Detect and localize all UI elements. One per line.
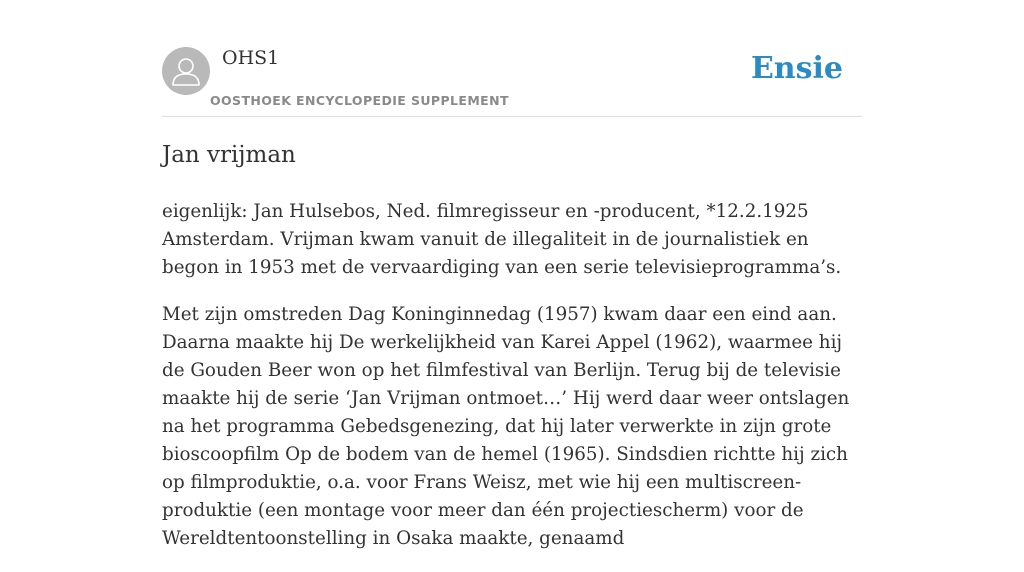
article-title: Jan vrijman: [162, 142, 296, 168]
article-header: [162, 0, 862, 117]
brand-logo[interactable]: Ensie: [750, 51, 843, 86]
article-paragraph: eigenlijk: Jan Hulsebos, Ned. filmregisseur en -producent, *12.2.1925 Amsterdam. Vrijman kwam vanuit de illegaliteit in de journalistiek en begon in 1953 met de vervaardiging van een serie televisieprogramma’s.: [162, 201, 842, 278]
article-paragraph: Met zijn omstreden Dag Koninginnedag (1957) kwam daar een eind aan. Daarna maakte hij De werkelijkheid van Karei Appel (1962), waarmee hij de Gouden Beer won op het filmfestival van Berlijn. Terug bij de televisie maakte hij de serie ‘Jan Vrijman ontmoet…’ Hij werd daar weer ontslagen na het programma Gebedsgenezing, dat hij later verwerkte in zijn grote bioscoopfilm Op de bodem van de hemel (1965). Sindsdien richtte hij zich op filmproduktie, o.a. voor Frans Weisz, met wie hij een multiscreen-produktie (een montage voor meer dan één projectiescherm) voor de Wereldtentoonstelling in Osaka maakte, genaamd: [162, 304, 850, 549]
author-name[interactable]: OHS1: [222, 47, 280, 69]
avatar[interactable]: [162, 47, 210, 95]
article-body: [162, 138, 862, 572]
source-label[interactable]: OOSTHOEK ENCYCLOPEDIE SUPPLEMENT: [210, 93, 509, 108]
user-silhouette-icon: [162, 47, 210, 95]
